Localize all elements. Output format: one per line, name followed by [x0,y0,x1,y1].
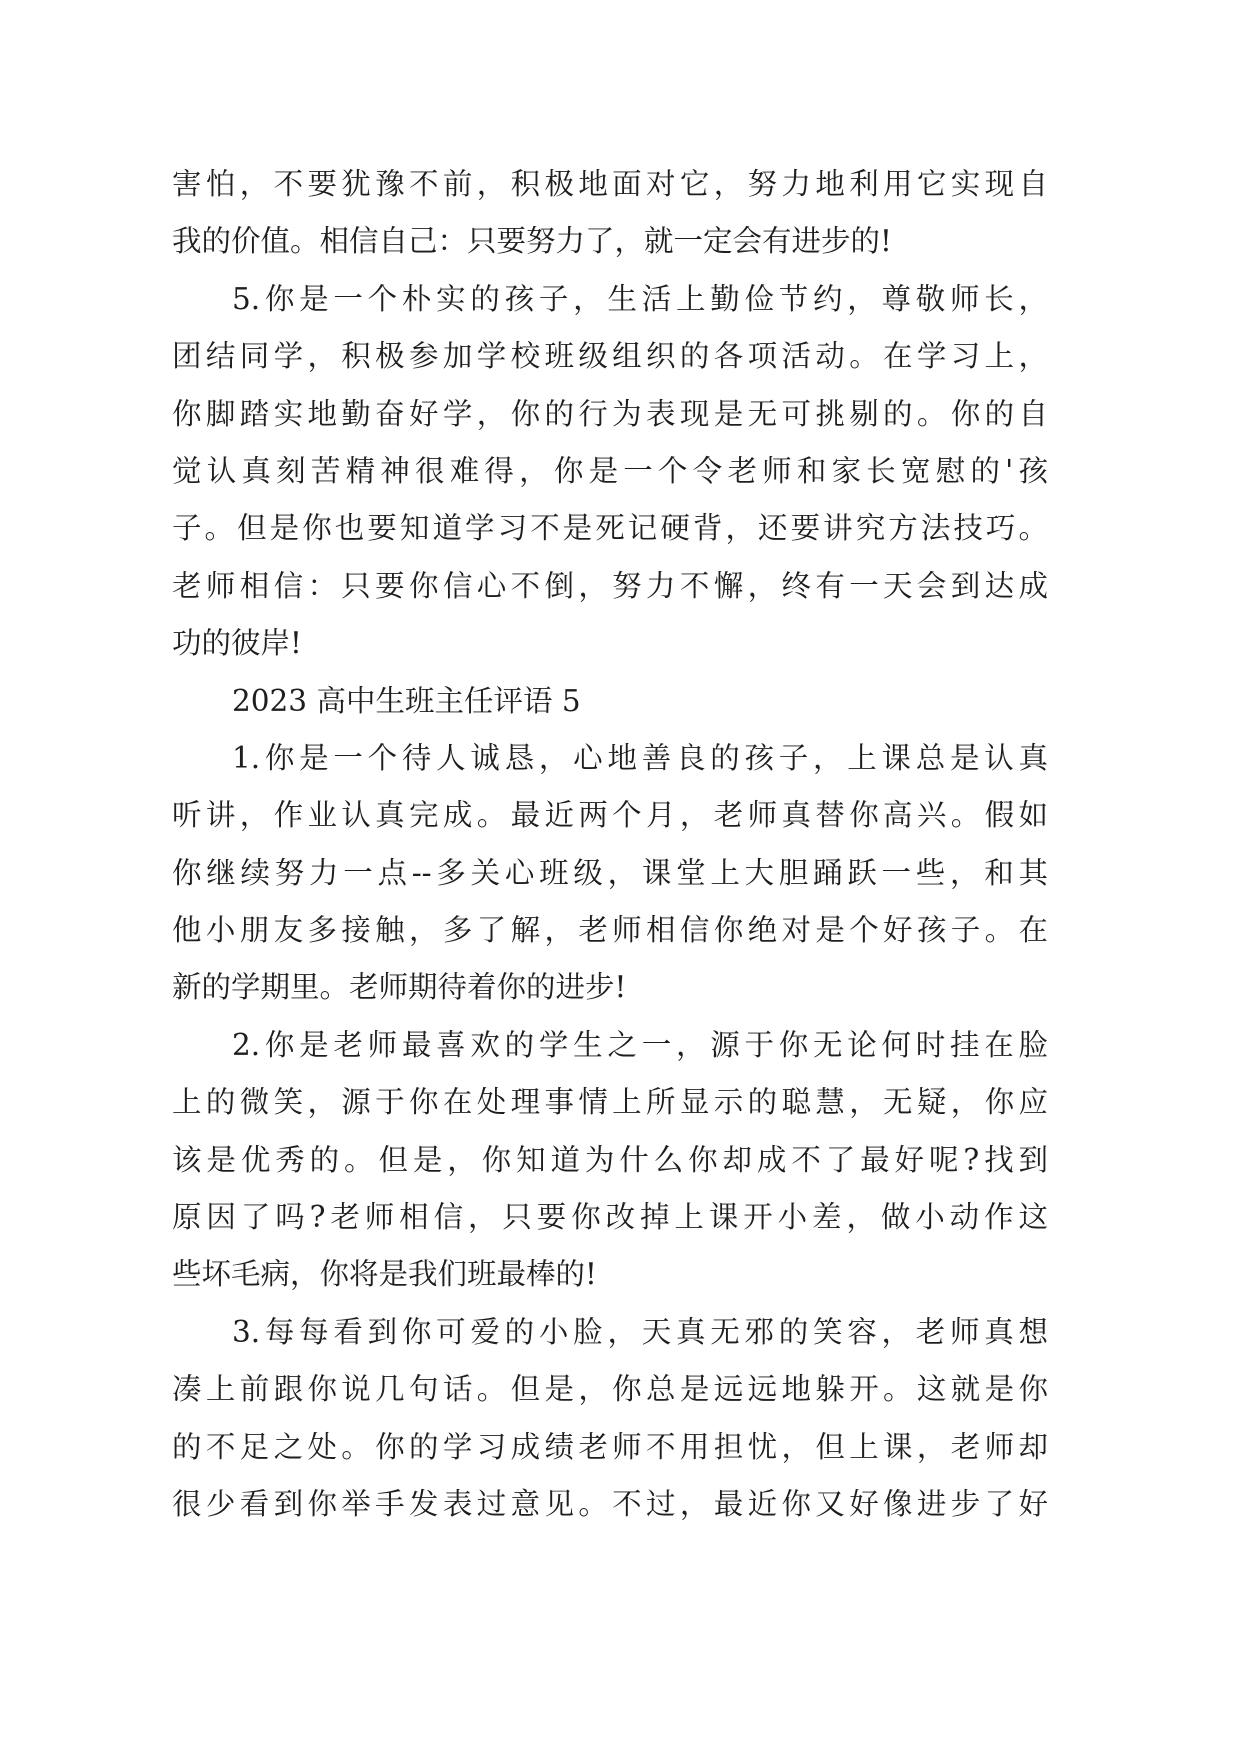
text-line: 新的学期里。老师期待着你的进步! [172,970,627,1005]
text-line: 的不足之处。你的学习成绩老师不用担忧，但上课，老师却 [172,1429,1048,1464]
text-line: 功的彼岸! [172,626,302,661]
text-line: 凑上前跟你说几句话。但是，你总是远远地躲开。这就是你 [172,1372,1048,1407]
text-line: 老师相信：只要你信心不倒，努力不懈，终有一天会到达成 [172,568,1048,603]
text-line: 害怕，不要犹豫不前，积极地面对它，努力地利用它实现自 [172,167,1048,201]
paragraph [172,271,1048,673]
text-line: 2.你是老师最喜欢的学生之一，源于你无论何时挂在脸 [232,1027,1048,1062]
text-line: 原因了吗?老师相信，只要你改掉上课开小差，做小动作这 [172,1200,1048,1235]
paragraph [172,156,1048,271]
text-line: 3.每每看到你可爱的小脸，天真无邪的笑容，老师真想 [232,1314,1048,1349]
paragraph [172,730,1048,1017]
text-line: 2023 高中生班主任评语 5 [232,683,581,718]
text-line: 很少看到你举手发表过意见。不过，最近你又好像进步了好 [172,1486,1048,1521]
text-line: 该是优秀的。但是，你知道为什么你却成不了最好呢?找到 [172,1142,1048,1177]
text-line: 他小朋友多接触，多了解，老师相信你绝对是个好孩子。在 [172,913,1048,948]
text-line: 子。但是你也要知道学习不是死记硬背，还要讲究方法技巧。 [172,511,1048,546]
text-line: 上的微笑，源于你在处理事情上所显示的聪慧，无疑，你应 [172,1085,1048,1120]
paragraph [172,1304,1048,1534]
text-line: 团结同学，积极参加学校班级组织的各项活动。在学习上， [172,339,1048,374]
text-line: 你继续努力一点--多关心班级，课堂上大胆踊跃一些，和其 [172,855,1048,890]
text-line: 我的价值。相信自己：只要努力了，就一定会有进步的! [172,224,892,259]
text-line: 5.你是一个朴实的孩子，生活上勤俭节约，尊敬师长， [232,281,1048,316]
text-line: 觉认真刻苦精神很难得，你是一个令老师和家长宽慰的'孩 [172,453,1048,488]
text-line: 些坏毛病，你将是我们班最棒的! [172,1257,597,1292]
section-heading [172,673,1048,730]
paragraph [172,1017,1048,1304]
text-line: 1.你是一个待人诚恳，心地善良的孩子，上课总是认真 [232,740,1048,775]
text-line: 听讲，作业认真完成。最近两个月，老师真替你高兴。假如 [172,798,1048,833]
document-body [172,156,1048,1533]
text-line: 你脚踏实地勤奋好学，你的行为表现是无可挑剔的。你的自 [172,396,1048,431]
